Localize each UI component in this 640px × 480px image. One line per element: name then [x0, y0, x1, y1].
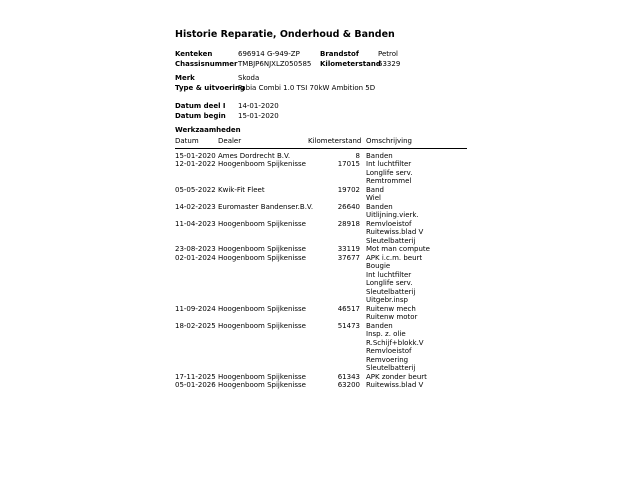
chassisnummer-value: TMBJP6NJXLZ050585 [238, 59, 312, 68]
merk-value: Skoda [238, 74, 260, 82]
datum-deel-i-value: 14-01-2020 [238, 102, 279, 110]
row-kilometerstand: 28918 [337, 219, 360, 228]
row-datum: 23-08-2023 [175, 245, 216, 253]
dates-section [175, 102, 467, 121]
row-omschrijving [360, 245, 467, 254]
row-omschrijving [360, 381, 467, 390]
omschrijving-line: Insp. z. olie [366, 330, 406, 338]
omschrijving-line: Int luchtfilter [366, 160, 412, 168]
omschrijving-line: Mot man compute [366, 245, 430, 253]
row-kilometerstand: 19702 [337, 185, 360, 194]
datum-begin-label: Datum begin [175, 111, 226, 120]
row-datum: 14-02-2023 [175, 202, 216, 211]
kenteken-value: 696914 G-949-ZP [238, 50, 300, 58]
table-row [175, 186, 467, 203]
row-omschrijving [360, 160, 467, 186]
omschrijving-line: Band [366, 185, 384, 194]
row-dealer: Hoogenboom Spijkenisse [218, 160, 306, 168]
row-kilometerstand: 33119 [337, 245, 360, 253]
merk-label: Merk [175, 74, 195, 82]
row-datum: 18-02-2025 [175, 321, 216, 330]
omschrijving-line: Longlife serv. [366, 168, 413, 177]
omschrijving-line: Remvoering [366, 355, 409, 364]
omschrijving-line: Remvloeistof [366, 219, 412, 228]
omschrijving-line: Remvloeistof [366, 347, 412, 355]
row-dealer: Hoogenboom Spijkenisse [218, 219, 306, 228]
omschrijving-line: Ruitewiss.blad V [366, 228, 424, 236]
vehicle-section [175, 74, 467, 93]
row-omschrijving [360, 322, 467, 373]
omschrijving-line: APK i.c.m. beurt [366, 253, 423, 262]
table-row [175, 152, 467, 161]
datum-begin-value: 15-01-2020 [238, 111, 279, 120]
omschrijving-line: Banden [366, 151, 393, 160]
omschrijving-line: Uitgebr.insp [366, 296, 408, 304]
row-kilometerstand: 17015 [337, 160, 360, 168]
type-uitvoering-label: Type & uitvoering [175, 83, 245, 92]
row-omschrijving [360, 254, 467, 305]
omschrijving-line: Uitlijning.vierk. [366, 211, 419, 219]
row-kilometerstand: 8 [355, 151, 360, 160]
omschrijving-line: Wiel [366, 194, 381, 202]
column-header-omschrijving: Omschrijving [366, 137, 412, 145]
kilometerstand-value: 63329 [378, 59, 401, 68]
row-omschrijving [360, 220, 467, 246]
omschrijving-line: Banden [366, 202, 393, 211]
row-datum: 15-01-2020 [175, 151, 216, 160]
table-row [175, 254, 467, 305]
row-omschrijving [360, 186, 467, 203]
row-dealer: Ames Dordrecht B.V. [218, 151, 291, 160]
row-datum: 11-04-2023 [175, 219, 216, 228]
table-row [175, 381, 467, 390]
omschrijving-line: Ruitenw mech [366, 304, 416, 313]
row-dealer: Euromaster Bandenser.B.V. [218, 202, 314, 211]
row-omschrijving [360, 152, 467, 161]
chassisnummer-label: Chassisnummer [175, 59, 238, 68]
row-dealer: Hoogenboom Spijkenisse [218, 245, 306, 253]
omschrijving-line: Sleutelbatterij [366, 236, 416, 245]
identification-section [175, 50, 467, 69]
row-dealer: Hoogenboom Spijkenisse [218, 321, 306, 330]
table-row [175, 220, 467, 246]
omschrijving-line: Sleutelbatterij [366, 364, 416, 372]
worklist-header-row [175, 137, 467, 149]
column-header-datum: Datum [175, 137, 199, 145]
omschrijving-line: Int luchtfilter [366, 270, 412, 279]
row-dealer: Kwik-Fit Fleet [218, 185, 265, 194]
row-datum: 11-09-2024 [175, 304, 216, 313]
omschrijving-line: Sleutelbatterij [366, 287, 416, 296]
row-datum: 05-01-2026 [175, 381, 216, 389]
table-row [175, 203, 467, 220]
table-row [175, 305, 467, 322]
omschrijving-line: Longlife serv. [366, 279, 413, 287]
worklist-rows [175, 152, 467, 390]
table-row [175, 373, 467, 382]
row-dealer: Hoogenboom Spijkenisse [218, 381, 306, 389]
table-row [175, 160, 467, 186]
row-kilometerstand: 63200 [337, 381, 360, 389]
page-title: Historie Reparatie, Onderhoud & Banden [175, 29, 395, 40]
type-uitvoering-value: Fabia Combi 1.0 TSI 70kW Ambition 5D [238, 83, 376, 92]
row-dealer: Hoogenboom Spijkenisse [218, 253, 306, 262]
column-header-dealer: Dealer [218, 137, 242, 145]
kenteken-label: Kenteken [175, 50, 213, 58]
brandstof-value: Petrol [378, 50, 398, 58]
omschrijving-line: Ruitewiss.blad V [366, 381, 424, 389]
omschrijving-line: APK zonder beurt [366, 372, 427, 381]
row-kilometerstand: 61343 [337, 372, 360, 381]
row-kilometerstand: 37677 [337, 253, 360, 262]
worklist-heading: Werkzaamheden [175, 126, 241, 134]
row-kilometerstand: 51473 [337, 321, 360, 330]
row-kilometerstand: 26640 [337, 202, 360, 211]
row-dealer: Hoogenboom Spijkenisse [218, 372, 306, 381]
row-datum: 17-11-2025 [175, 372, 216, 381]
omschrijving-line: Banden [366, 321, 393, 330]
omschrijving-line: R.Schijf+blokk.V [366, 338, 424, 347]
column-header-kilometerstand: Kilometerstand [308, 137, 362, 145]
row-kilometerstand: 46517 [337, 304, 360, 313]
table-row [175, 245, 467, 254]
row-datum: 02-01-2024 [175, 253, 216, 262]
row-omschrijving [360, 373, 467, 382]
omschrijving-line: Remtrommel [366, 177, 412, 185]
omschrijving-line: Ruitenw motor [366, 313, 418, 321]
vehicle-history-report [175, 29, 467, 390]
row-dealer: Hoogenboom Spijkenisse [218, 304, 306, 313]
datum-deel-i-label: Datum deel I [175, 102, 226, 110]
kilometerstand-label: Kilometerstand [320, 59, 381, 68]
table-row [175, 322, 467, 373]
row-datum: 05-05-2022 [175, 185, 216, 194]
row-omschrijving [360, 203, 467, 220]
omschrijving-line: Bougie [366, 262, 391, 270]
row-datum: 12-01-2022 [175, 160, 216, 168]
brandstof-label: Brandstof [320, 50, 359, 58]
row-omschrijving [360, 305, 467, 322]
